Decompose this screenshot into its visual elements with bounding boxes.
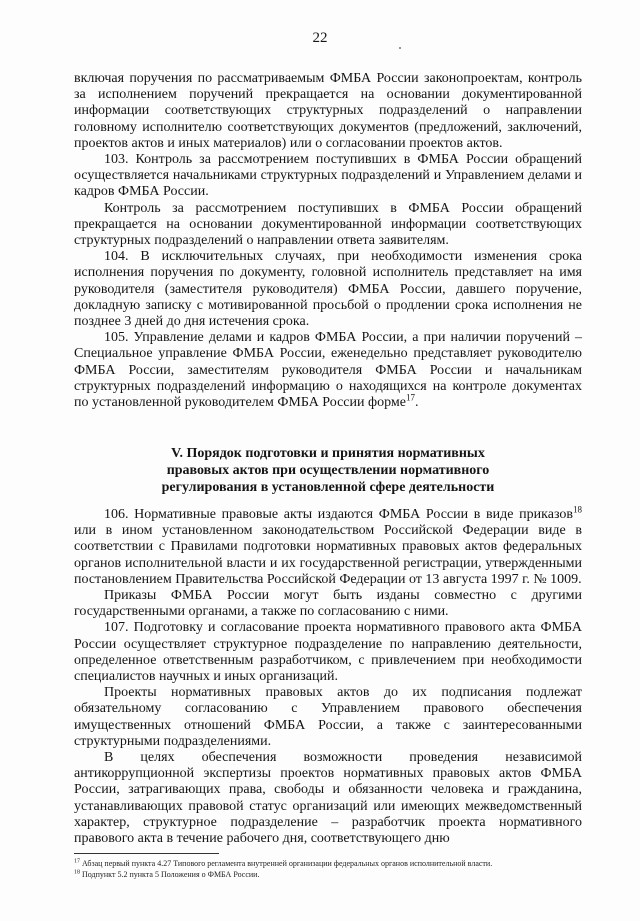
paragraph-p107b <box>74 685 582 750</box>
section-heading-line: V. Порядок подготовки и принятия нормативных <box>171 446 485 461</box>
footnote-mark: 18 <box>74 869 80 876</box>
body-text-top <box>74 71 582 411</box>
footnote-mark: 17 <box>74 858 80 865</box>
footnote-ref: 18 <box>573 504 582 515</box>
paragraph-text: Приказы ФМБА России могут быть изданы совместно с другими государственными органами, а также по согласованию с ними. <box>74 588 582 620</box>
section-heading <box>74 445 582 496</box>
footnote-ref: 17 <box>405 392 415 403</box>
paragraph-text: 103. Контроль за рассмотрением поступивших в ФМБА России обращений осуществляется начальниками структурных подразделений и Управлением делами и кадров ФМБА России. <box>74 152 582 200</box>
page-number: 22 <box>312 30 328 46</box>
paragraph-text: включая поручения по рассматриваемым ФМБА России законопроектам, контроль за исполнением поручений прекращается на основании документированной информации соответствующих структурных подразделений о направлении головному исполнителю соответствующих документов (предложений, заключений, проектов актов и иных материалов) или о согласовании проектов актов. <box>74 71 582 151</box>
paragraph-p107c <box>74 750 582 847</box>
section-heading-line: правовых актов при осуществлении нормативного <box>166 463 490 478</box>
footnote-separator <box>74 853 219 854</box>
paragraph-text: 104. В исключительных случаях, при необходимости изменения срока исполнения поручения по документу, головной исполнитель представляет на имя руководителя (заместителя руководителя) ФМБА России, давшего поручение, докладную записку с мотивированной просьбой о продлении срока исполнения не позднее 3 дней до дня истечения срока. <box>74 249 582 330</box>
scan-speck <box>399 47 401 49</box>
paragraph-p106b <box>74 588 582 620</box>
body-text-bottom <box>74 504 582 847</box>
paragraph-p103 <box>74 152 582 201</box>
section-heading-line: регулирования в установленной сфере деятельности <box>161 480 495 495</box>
paragraph-p106 <box>74 504 582 588</box>
footnote <box>74 869 582 880</box>
paragraph-text-tail: . <box>414 395 419 411</box>
footnote-text: Подпункт 5.2 пункта 5 Положения о ФМБА России. <box>80 870 260 879</box>
paragraph-text: 105. Управление делами и кадров ФМБА России, а при наличии поручений – Специальное управление ФМБА России, еженедельно представляет руководителю ФМБА России, заместителям руководителя ФМБА России и начальникам структурных подразделений информацию о находящихся на контроле документах по установленной руководителем ФМБА России форме <box>74 330 582 411</box>
paragraph-p103b <box>74 201 582 250</box>
paragraph-text-tail: или в ином установленном законодательством Российской Федерации виде в соответствии с Правилами подготовки нормативных правовых актов федеральных органов исполнительной власти и их государственной регистрации, утвержденными постановлением Правительства Российской Федерации от 13 августа 1997 г. № 1009. <box>74 523 582 587</box>
footnote-text: Абзац первый пункта 4.27 Типового регламента внутренней организации федеральных органов исполнительной власти. <box>80 859 493 868</box>
footnote <box>74 858 582 869</box>
paragraph-p0 <box>74 71 582 152</box>
paragraph-p104 <box>74 249 582 330</box>
paragraph-p105 <box>74 330 582 411</box>
paragraph-p107 <box>74 620 582 685</box>
paragraph-text: 107. Подготовку и согласование проекта нормативного правового акта ФМБА России осуществляет структурное подразделение по направлению деятельности, определенное ответственным разработчиком, с привлечением при необходимости специалистов научных и иных организаций. <box>74 620 582 685</box>
paragraph-text: Проекты нормативных правовых актов до их подписания подлежат обязательному согласованию с Управлением правового обеспечения имущественных отношений ФМБА России, а также с заинтересованными структурными подразделениями. <box>74 685 582 749</box>
paragraph-text: 106. Нормативные правовые акты издаются ФМБА России в виде приказов <box>104 507 573 522</box>
paragraph-text: Контроль за рассмотрением поступивших в ФМБА России обращений прекращается на основании документированной информации соответствующих структурных подразделений о направлении ответа заявителям. <box>74 200 582 249</box>
paragraph-text: В целях обеспечения возможности проведения независимой антикоррупционной экспертизы проектов нормативных правовых актов ФМБА России, затрагивающих права, свободы и обязанности человека и гражданина, устанавливающих правовой статус организаций или имеющих межведомственный характер, структурное подразделение – разработчик проекта нормативного правового акта в течение рабочего дня, соответствующего дню <box>74 750 582 847</box>
footnotes <box>74 858 582 880</box>
